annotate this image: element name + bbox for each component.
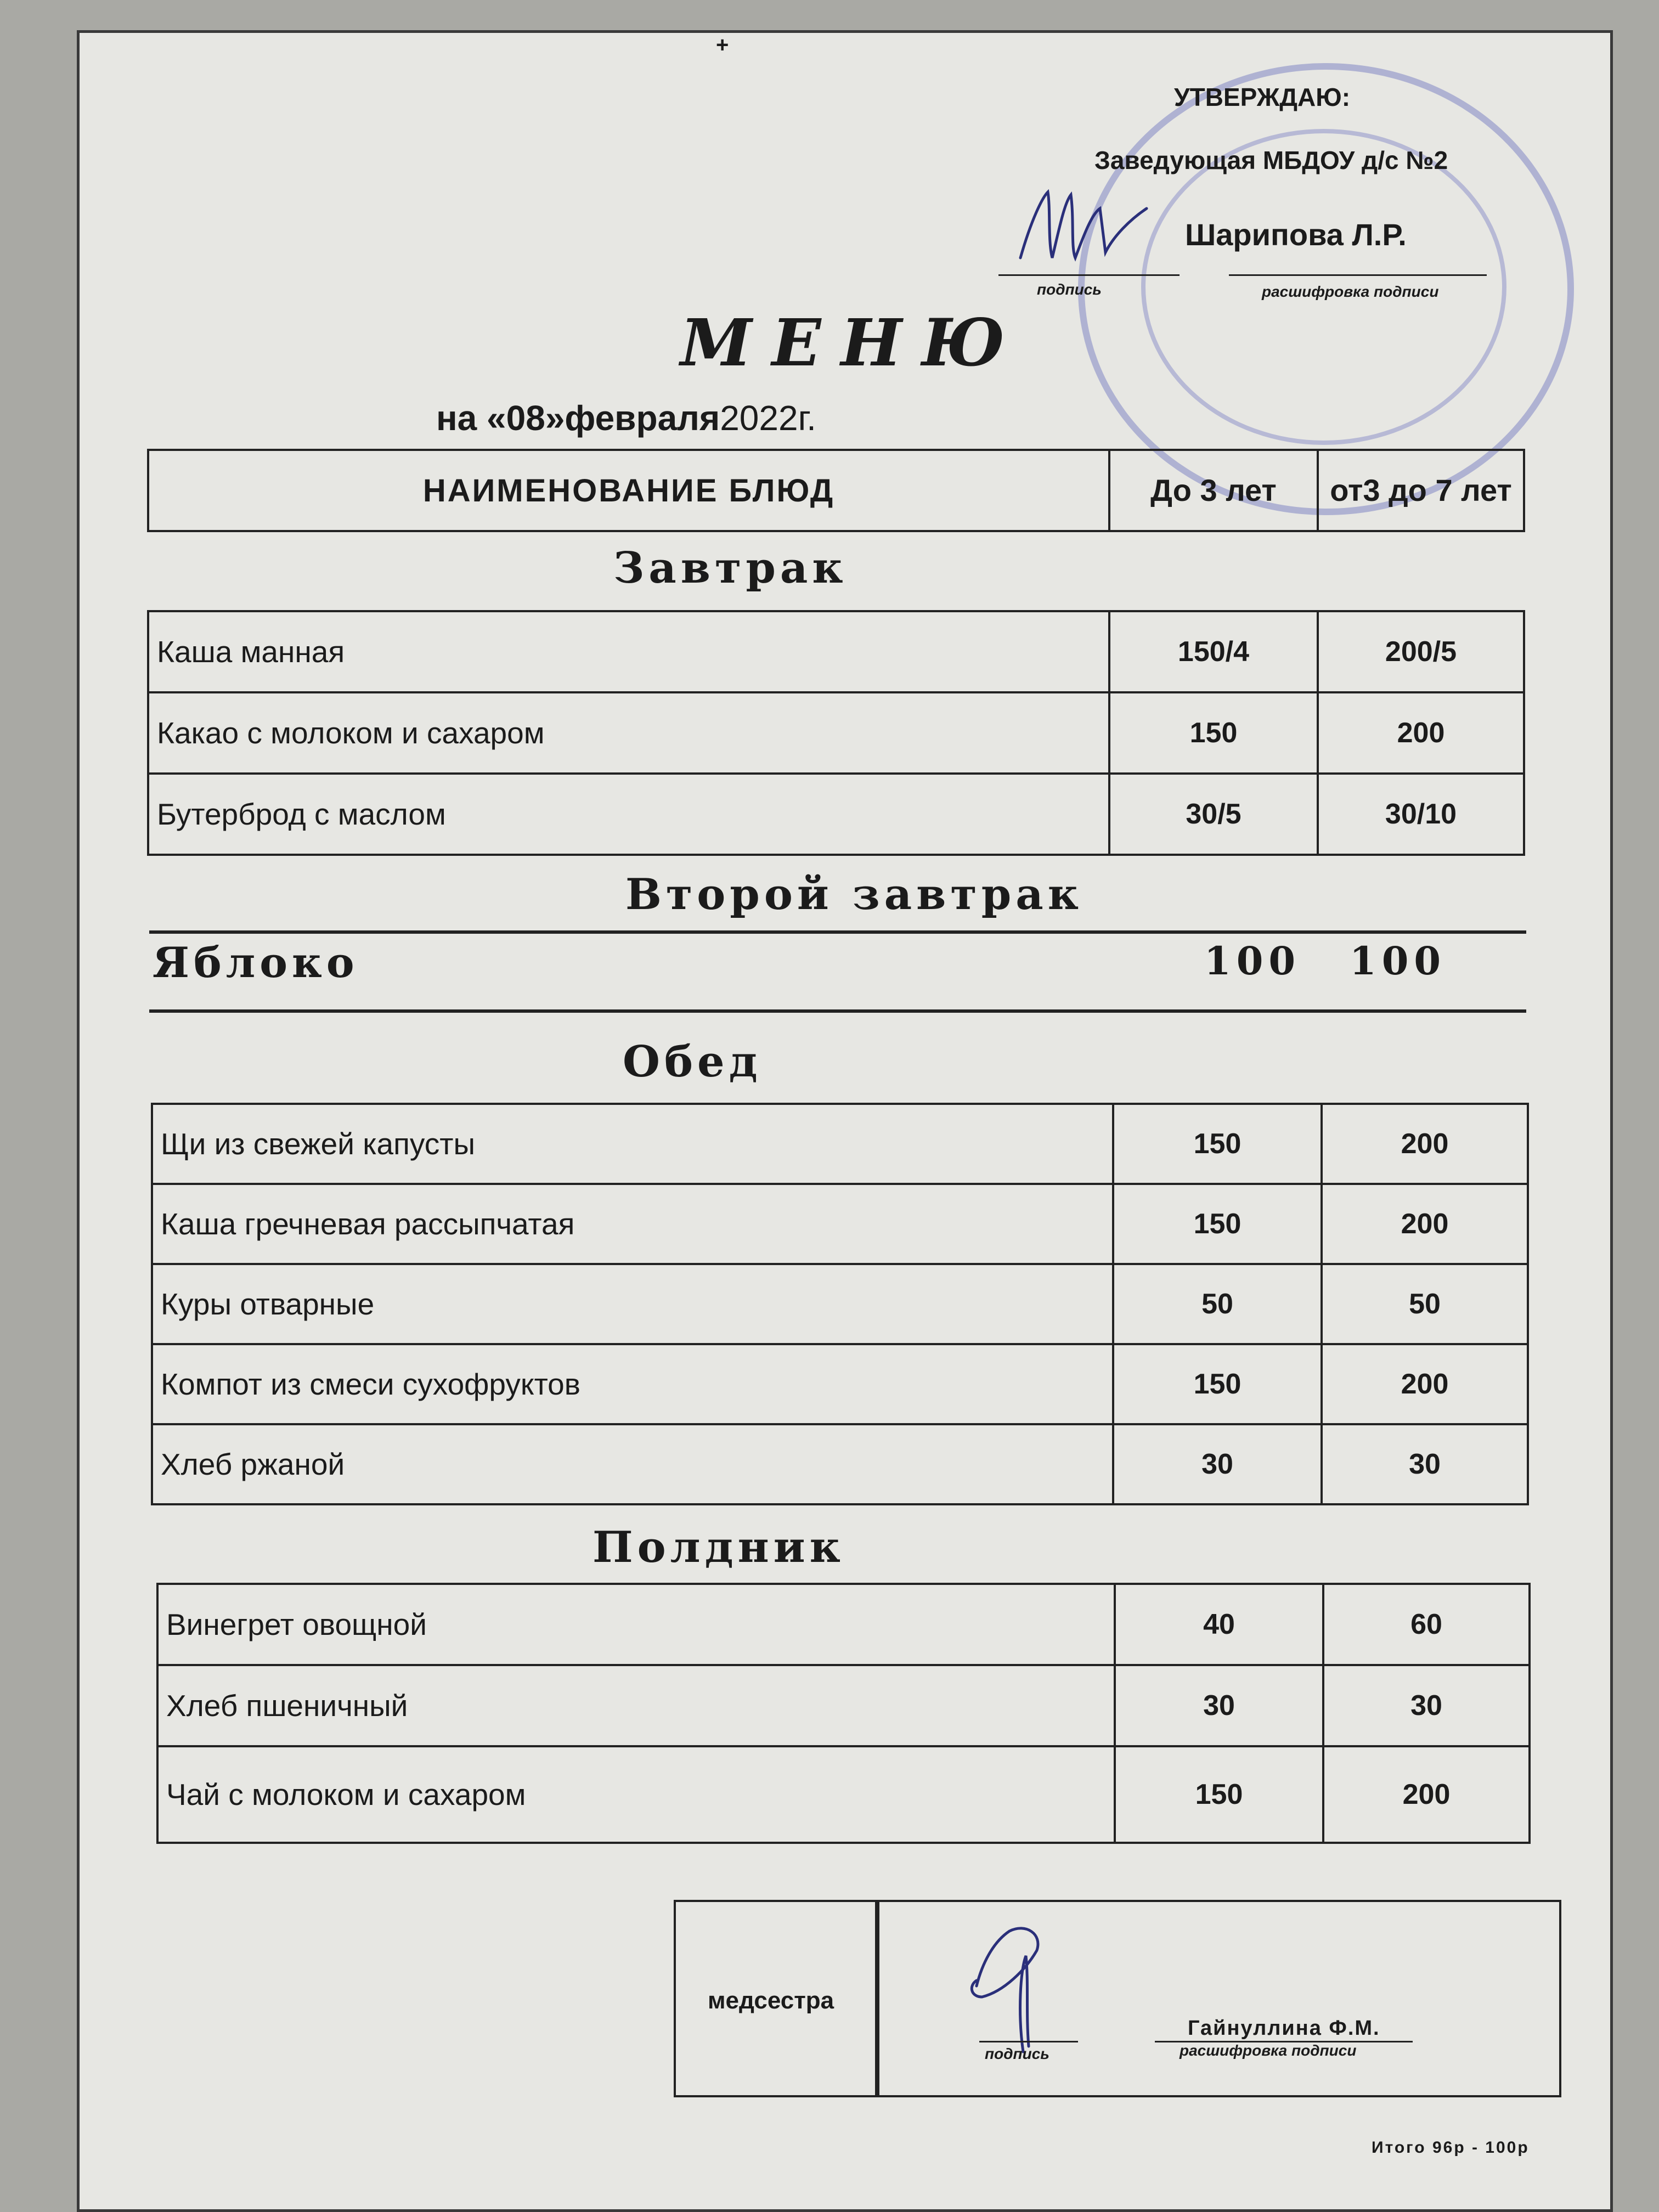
portion-under-3: 150 xyxy=(1115,1746,1323,1843)
dish-name: Куры отварные xyxy=(152,1264,1113,1344)
divider-line xyxy=(149,930,1526,934)
portion-under-3: 30/5 xyxy=(1109,774,1318,855)
nurse-name: Гайнуллина Ф.М. xyxy=(1188,2017,1380,2040)
dish-name: Каша манная xyxy=(148,611,1109,692)
table-row xyxy=(152,1184,1528,1264)
section-title-second-breakfast: Второй завтрак xyxy=(625,870,1084,919)
menu-header-table xyxy=(147,449,1525,532)
nurse-decode-caption: расшифровка подписи xyxy=(1180,2042,1357,2059)
portion-under-3: 150 xyxy=(1113,1344,1322,1424)
table-row xyxy=(152,1264,1528,1344)
dish-name: Винегрет овощной xyxy=(157,1584,1115,1665)
dish-name: Яблоко xyxy=(153,938,359,987)
approval-name: Шарипова Л.Р. xyxy=(1185,217,1407,252)
lunch-table xyxy=(151,1103,1529,1505)
table-row xyxy=(152,1424,1528,1504)
nurse-signature-line xyxy=(979,2041,1078,2042)
nurse-label: медсестра xyxy=(708,1987,834,2014)
table-row xyxy=(148,611,1524,692)
portion-3-to-7: 200 xyxy=(1318,692,1524,774)
portion-under-3: 30 xyxy=(1113,1424,1322,1504)
section-title-snack: Полдник xyxy=(592,1522,845,1572)
menu-date-year: 2022г. xyxy=(720,398,816,438)
portion-3-to-7: 200/5 xyxy=(1318,611,1524,692)
table-row xyxy=(157,1665,1530,1746)
table-row xyxy=(157,1584,1530,1665)
table-row xyxy=(152,1104,1528,1184)
menu-title: МЕНЮ xyxy=(680,304,1025,381)
dish-name: Бутерброд с маслом xyxy=(148,774,1109,855)
header-age-3-to-7: от3 до 7 лет xyxy=(1318,450,1524,531)
menu-date xyxy=(436,398,816,438)
table-row xyxy=(152,1344,1528,1424)
dish-name: Хлеб пшеничный xyxy=(157,1665,1115,1746)
portion-under-3: 150 xyxy=(1113,1184,1322,1264)
registration-mark: + xyxy=(716,33,729,57)
portion-under-3: 30 xyxy=(1115,1665,1323,1746)
portion-under-3: 150 xyxy=(1109,692,1318,774)
dish-name: Хлеб ржаной xyxy=(152,1424,1113,1504)
portion-3-to-7: 200 xyxy=(1323,1746,1530,1843)
portion-3-to-7: 200 xyxy=(1322,1184,1528,1264)
header-dish-name: НАИМЕНОВАНИЕ БЛЮД xyxy=(148,450,1109,531)
approval-signature-line xyxy=(998,274,1180,276)
portion-3-to-7: 50 xyxy=(1322,1264,1528,1344)
portion-under-3: 150 xyxy=(1113,1104,1322,1184)
portion-3-to-7: 60 xyxy=(1323,1584,1530,1665)
nurse-box-divider xyxy=(875,1900,879,2097)
section-title-breakfast: Завтрак xyxy=(613,543,848,593)
director-signature xyxy=(1009,176,1152,274)
dish-name: Какао с молоком и сахаром xyxy=(148,692,1109,774)
approval-position: Заведующая МБДОУ д/с №2 xyxy=(1094,146,1448,174)
portion-under-3: 100 xyxy=(1204,938,1301,984)
dish-name: Компот из смеси сухофруктов xyxy=(152,1344,1113,1424)
dish-name: Чай с молоком и сахаром xyxy=(157,1746,1115,1843)
portion-3-to-7: 200 xyxy=(1322,1344,1528,1424)
breakfast-table xyxy=(147,610,1525,856)
approval-decode-caption: расшифровка подписи xyxy=(1262,283,1439,300)
table-row xyxy=(157,1746,1530,1843)
divider-line xyxy=(149,1009,1526,1013)
portion-under-3: 150/4 xyxy=(1109,611,1318,692)
menu-date-day: на «08»февраля xyxy=(436,398,720,438)
portion-3-to-7: 30 xyxy=(1323,1665,1530,1746)
nurse-signature xyxy=(960,1904,1097,2063)
header-age-under-3: До 3 лет xyxy=(1109,450,1318,531)
portion-3-to-7: 200 xyxy=(1322,1104,1528,1184)
table-row xyxy=(148,774,1524,855)
total-cost: Итого 96р - 100р xyxy=(1372,2138,1530,2157)
table-row xyxy=(148,692,1524,774)
nurse-signature-caption: подпись xyxy=(985,2045,1049,2062)
snack-table xyxy=(156,1583,1531,1844)
section-title-lunch: Обед xyxy=(623,1037,762,1087)
portion-under-3: 40 xyxy=(1115,1584,1323,1665)
portion-3-to-7: 30/10 xyxy=(1318,774,1524,855)
portion-under-3: 50 xyxy=(1113,1264,1322,1344)
approval-signature-caption: подпись xyxy=(1037,281,1102,298)
portion-3-to-7: 100 xyxy=(1350,938,1447,984)
approval-title: УТВЕРЖДАЮ: xyxy=(1174,83,1351,111)
portion-3-to-7: 30 xyxy=(1322,1424,1528,1504)
dish-name: Щи из свежей капусты xyxy=(152,1104,1113,1184)
approval-decode-line xyxy=(1229,274,1487,276)
dish-name: Каша гречневая рассыпчатая xyxy=(152,1184,1113,1264)
